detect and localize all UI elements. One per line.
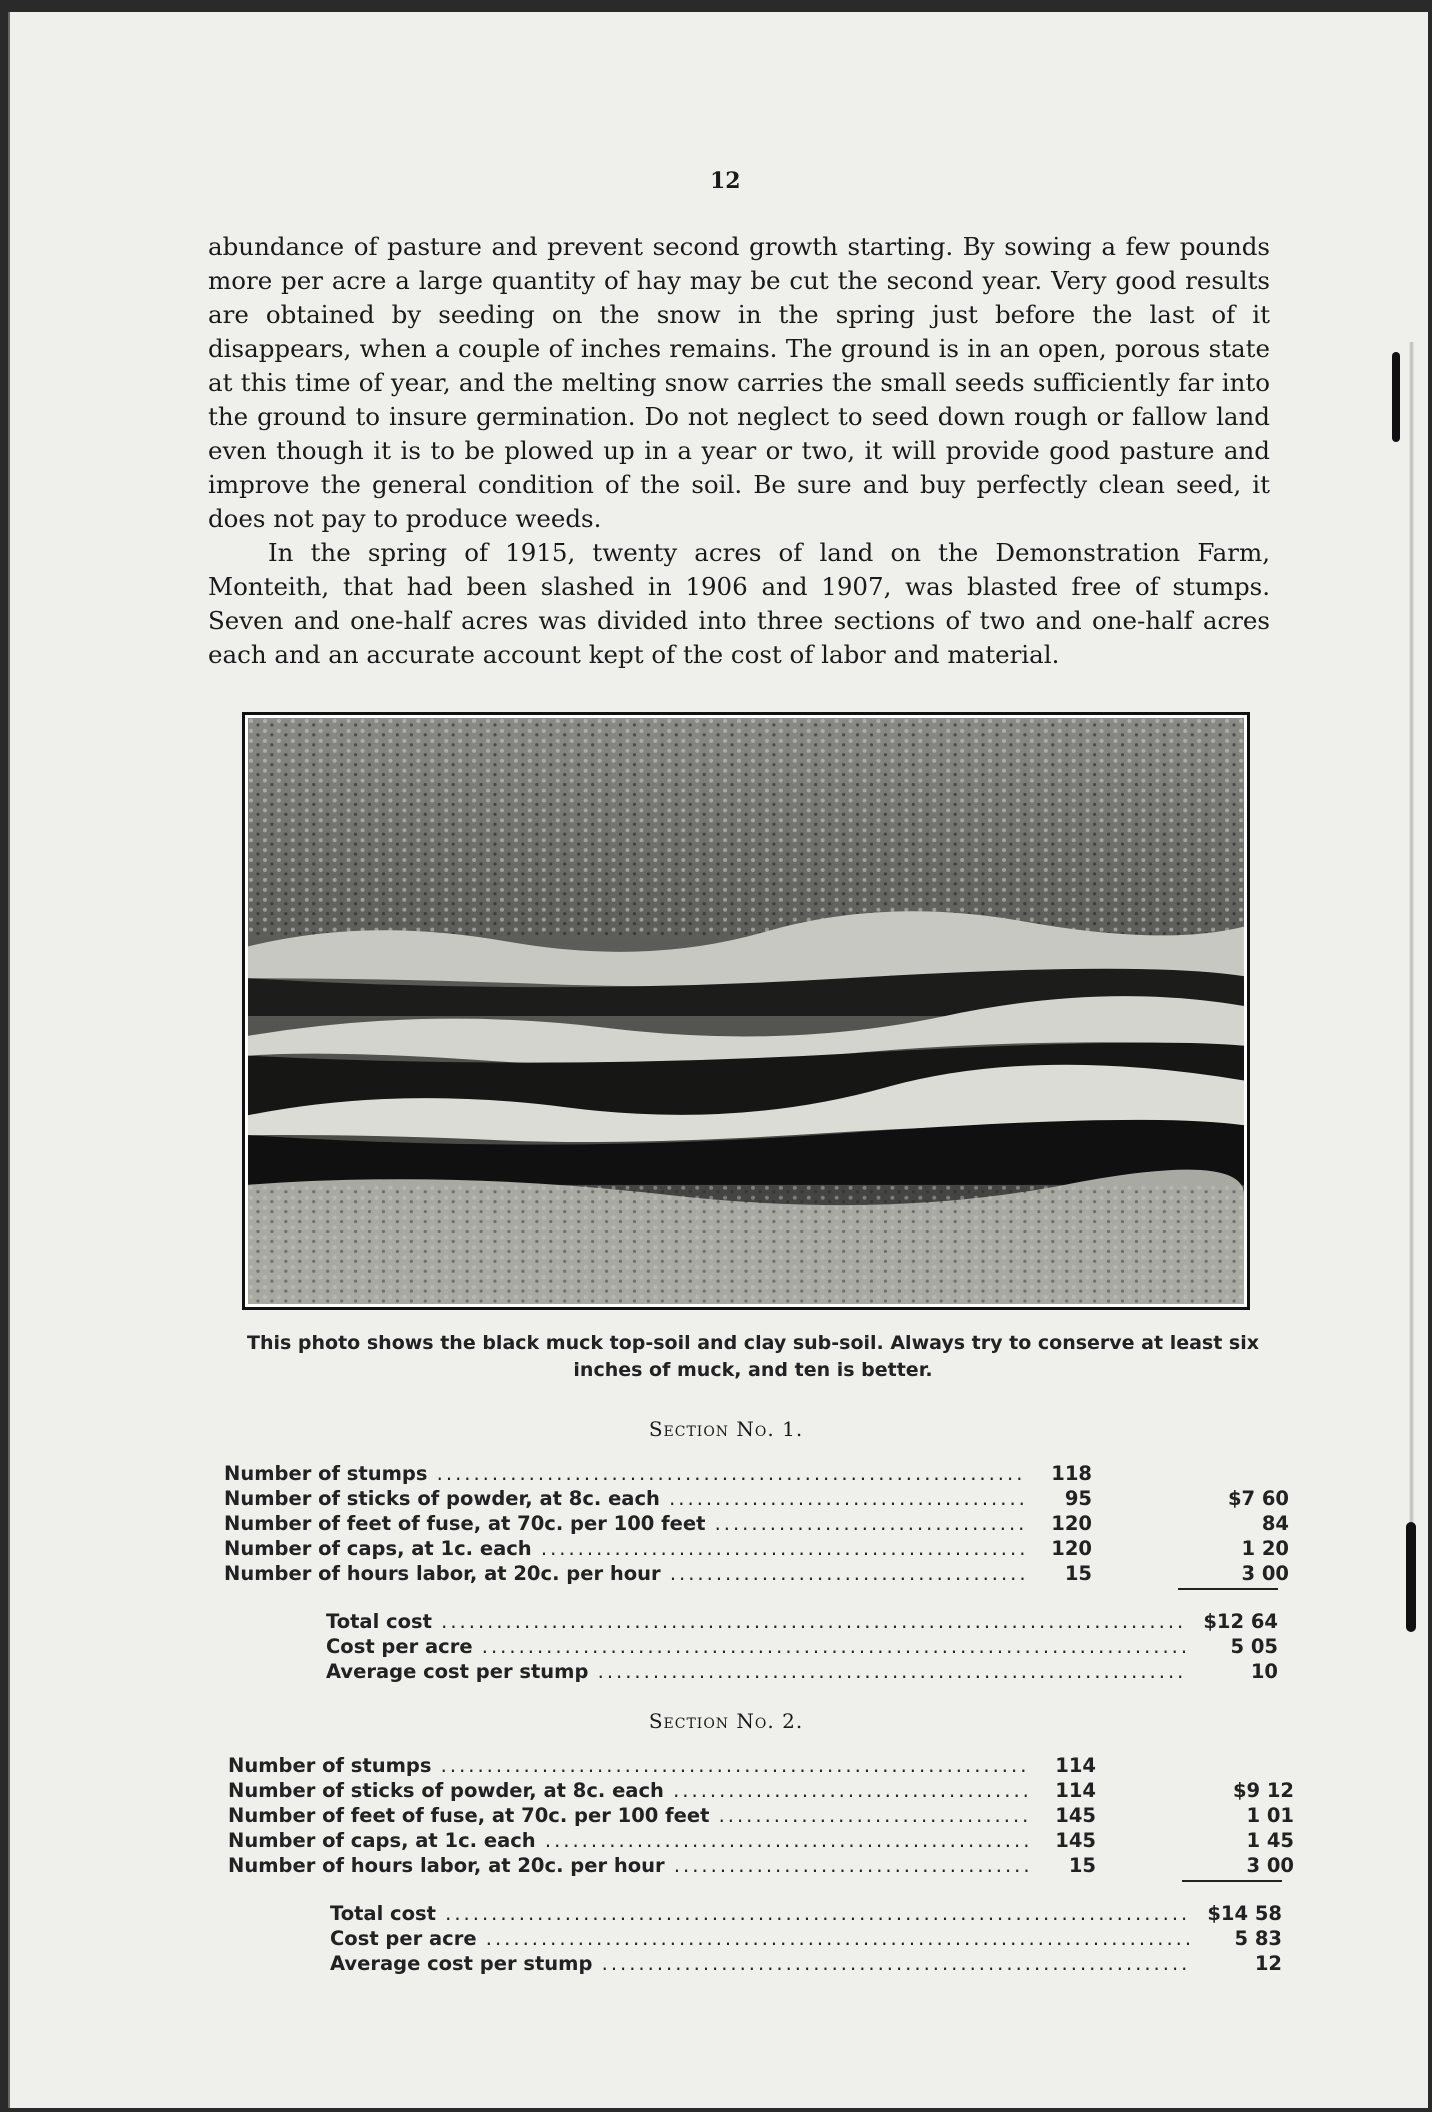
total-label: Average cost per stump .....: [326, 1660, 1186, 1683]
row-amount: 1 45: [1246, 1829, 1294, 1852]
body-text: [208, 230, 1270, 672]
total-label: Total cost .....: [326, 1610, 1186, 1633]
binding-thread-mark: [1406, 1522, 1416, 1632]
totals-section-1: [326, 1610, 1286, 1685]
row-label: Number of stumps .....: [228, 1754, 1028, 1777]
table-row: [326, 1635, 1286, 1660]
row-label: Number of hours labor, at 20c. per hour .....: [228, 1854, 1028, 1877]
cost-table-section-1: [224, 1462, 1294, 1587]
row-amount: $7 60: [1227, 1487, 1289, 1510]
row-quantity: 114: [1028, 1754, 1096, 1777]
row-amount: 1 01: [1246, 1804, 1294, 1827]
soil-photo: [242, 712, 1250, 1310]
row-amount: 1 20: [1241, 1537, 1289, 1560]
row-quantity: 120: [1024, 1512, 1092, 1535]
table-row: [326, 1610, 1286, 1635]
total-amount: 12: [1254, 1952, 1282, 1975]
row-label: Number of caps, at 1c. each .....: [224, 1537, 1024, 1560]
row-label: Number of hours labor, at 20c. per hour .....: [224, 1562, 1024, 1585]
paragraph: abundance of pasture and prevent second growth starting. By sowing a few pounds more per acre a large quantity of hay may be cut the second year. Very good results are obtained by seeding on the snow in the spring just before the last of it disappears, when a couple of inches remains. The ground is in an open, porous state at this time of year, and the melting snow carries the small seeds sufficiently far into the ground to insure germination. Do not neglect to seed down rough or fallow land even though it is to be plowed up in a year or two, it will provide good pasture and improve the general condition of the soil. Be sure and buy perfectly clean seed, it does not pay to produce weeds.: [208, 232, 1270, 533]
section-heading: Section No. 1.: [648, 1417, 804, 1441]
totals-section-2: [330, 1902, 1290, 1977]
total-label: Average cost per stump .....: [330, 1952, 1190, 1975]
total-label: Total cost .....: [330, 1902, 1190, 1925]
paragraph: In the spring of 1915, twenty acres of land on the Demonstration Farm, Monteith, that had been slashed in 1906 and 1907, was blasted free of stumps. Seven and one-half acres was divided into three sections of two and one-half acres each and an accurate account kept of the cost of labor and material.: [208, 538, 1270, 669]
row-label: Number of sticks of powder, at 8c. each .....: [224, 1487, 1024, 1510]
total-label: Cost per acre .....: [326, 1635, 1186, 1658]
row-amount: $9 12: [1232, 1779, 1294, 1802]
row-label: Number of feet of fuse, at 70c. per 100 feet .....: [224, 1512, 1024, 1535]
page-number: 12: [710, 168, 741, 194]
binding-thread-mark: [1392, 352, 1400, 442]
row-quantity: 145: [1028, 1829, 1096, 1852]
table-row: [228, 1779, 1298, 1804]
table-row: [228, 1854, 1298, 1879]
table-row: [330, 1902, 1290, 1927]
total-amount: 5 05: [1230, 1635, 1278, 1658]
section-heading: Section No. 2.: [648, 1709, 804, 1733]
document-page: [8, 12, 1428, 2108]
table-row: [224, 1512, 1294, 1537]
row-label: Number of stumps .....: [224, 1462, 1024, 1485]
cost-table-section-2: [228, 1754, 1298, 1879]
soil-photo-image: [248, 718, 1244, 1304]
table-row: [224, 1537, 1294, 1562]
table-row: [228, 1804, 1298, 1829]
row-quantity: 95: [1024, 1487, 1092, 1510]
table-row: [228, 1754, 1298, 1779]
total-amount: $12 64: [1203, 1610, 1278, 1633]
table-row: [228, 1829, 1298, 1854]
total-amount: $14 58: [1207, 1902, 1282, 1925]
row-label: Number of sticks of powder, at 8c. each .....: [228, 1779, 1028, 1802]
table-row: [326, 1660, 1286, 1685]
table-row: [224, 1562, 1294, 1587]
table-row: [330, 1927, 1290, 1952]
total-amount: 10: [1250, 1660, 1278, 1683]
row-label: Number of caps, at 1c. each .....: [228, 1829, 1028, 1852]
row-amount: 3 00: [1241, 1562, 1289, 1585]
total-label: Cost per acre .....: [330, 1927, 1190, 1950]
row-quantity: 15: [1028, 1854, 1096, 1877]
sum-rule: [1178, 1588, 1278, 1590]
row-quantity: 120: [1024, 1537, 1092, 1560]
sum-rule: [1182, 1880, 1282, 1882]
photo-caption: This photo shows the black muck top-soil and clay sub-soil. Always try to conserve at least six inches of muck, and ten is better.: [247, 1332, 1259, 1381]
table-row: [224, 1462, 1294, 1487]
row-quantity: 118: [1024, 1462, 1092, 1485]
row-quantity: 15: [1024, 1562, 1092, 1585]
total-amount: 5 83: [1234, 1927, 1282, 1950]
row-quantity: 114: [1028, 1779, 1096, 1802]
row-quantity: 145: [1028, 1804, 1096, 1827]
table-row: [330, 1952, 1290, 1977]
row-amount: 84: [1261, 1512, 1289, 1535]
row-amount: 3 00: [1246, 1854, 1294, 1877]
table-row: [224, 1487, 1294, 1512]
row-label: Number of feet of fuse, at 70c. per 100 feet .....: [228, 1804, 1028, 1827]
